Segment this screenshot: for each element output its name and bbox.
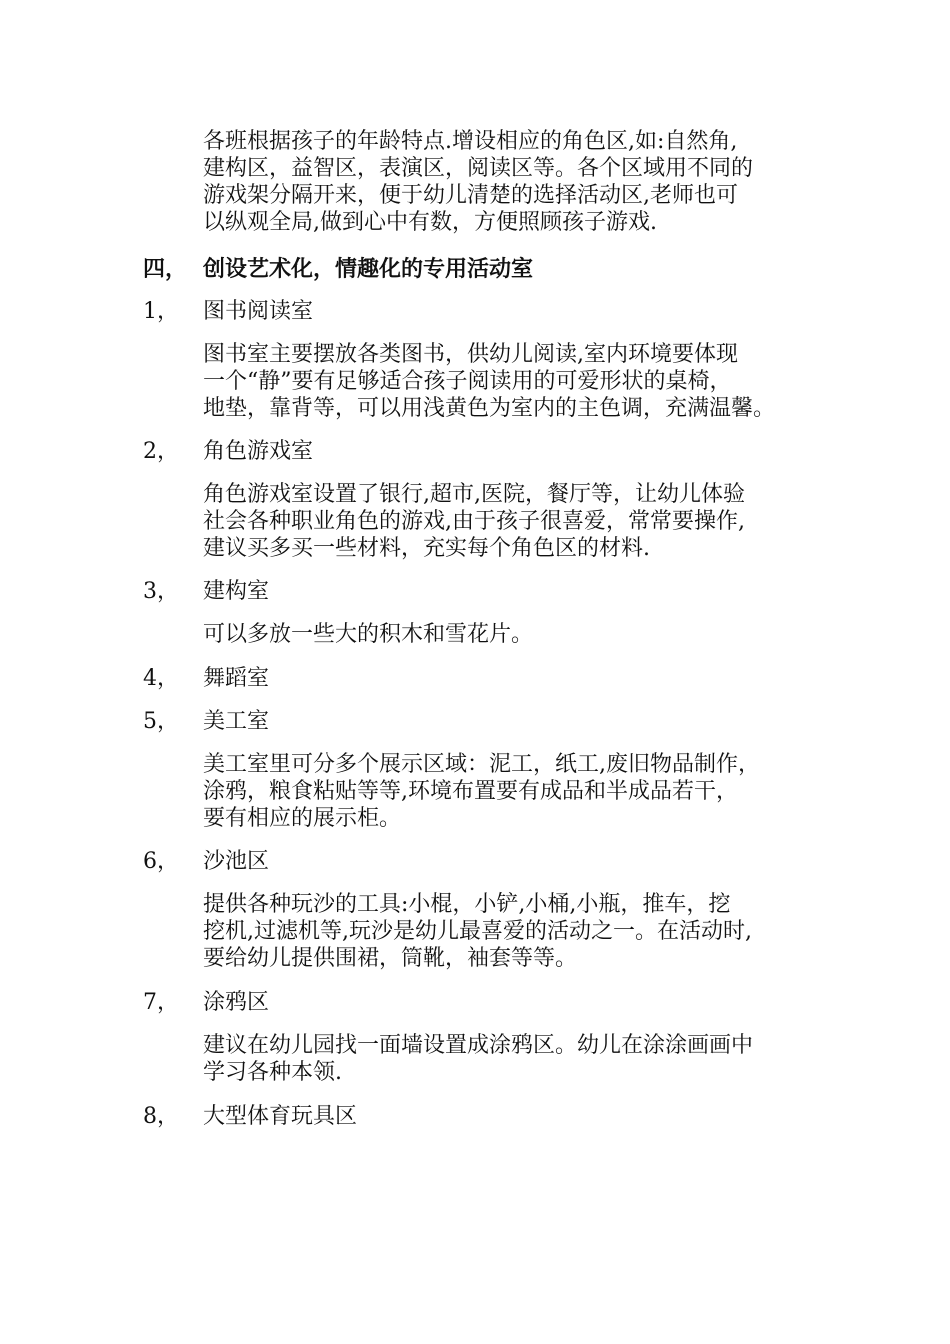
paragraph-line: 建议在幼儿园找一面墙设置成涂鸦区。幼儿在涂涂画画中	[203, 1033, 754, 1058]
paragraph-line: 提供各种玩沙的工具:小棍，小铲,小桶,小瓶，推车，挖	[203, 892, 731, 917]
intro-line: 以纵观全局,做到心中有数，方便照顾孩子游戏.	[203, 210, 657, 235]
item-number: 6，	[143, 849, 179, 874]
paragraph-line: 社会各种职业角色的游戏,由于孩子很喜爱，常常要操作,	[203, 509, 745, 534]
list-item-heading	[143, 989, 269, 1016]
paragraph-line: 学习各种本领.	[203, 1060, 342, 1085]
item-number: 7，	[143, 990, 179, 1015]
item-title: 涂鸦区	[203, 990, 270, 1015]
item-title: 角色游戏室	[203, 439, 314, 464]
item-number: 2，	[143, 439, 179, 464]
list-item-heading	[143, 438, 313, 465]
item-number: 1，	[143, 299, 179, 324]
item-paragraph	[203, 891, 823, 972]
list-item-heading	[143, 578, 269, 605]
paragraph-line: 地垫，靠背等，可以用浅黄色为室内的主色调，充满温馨。	[203, 396, 776, 421]
intro-line: 各班根据孩子的年龄特点.增设相应的角色区,如:自然角,	[203, 129, 738, 154]
intro-line: 建构区，益智区，表演区，阅读区等。各个区域用不同的	[203, 156, 754, 181]
list-item-heading	[143, 298, 313, 325]
item-title: 沙池区	[203, 849, 270, 874]
intro-line: 游戏架分隔开来，便于幼儿清楚的选择活动区,老师也可	[203, 183, 738, 208]
item-title: 建构室	[203, 579, 270, 604]
item-paragraph	[203, 341, 823, 422]
list-item-heading	[143, 708, 269, 735]
paragraph-line: 可以多放一些大的积木和雪花片。	[203, 622, 534, 647]
paragraph-line: 建议买多买一些材料，充实每个角色区的材料.	[203, 536, 650, 561]
list-item-heading	[143, 665, 269, 692]
paragraph-line: 涂鸦，粮食粘贴等等,环境布置要有成品和半成品若干，	[203, 779, 738, 804]
paragraph-line: 美工室里可分多个展示区域：泥工，纸工,废旧物品制作，	[203, 752, 760, 777]
item-paragraph	[203, 751, 823, 832]
section-number: 四，	[143, 257, 188, 282]
item-number: 3，	[143, 579, 179, 604]
item-paragraph	[203, 481, 823, 562]
paragraph-line: 角色游戏室设置了银行,超市,医院，餐厅等，让幼儿体验	[203, 482, 745, 507]
paragraph-line: 要有相应的展示柜。	[203, 806, 402, 831]
item-title: 图书阅读室	[203, 299, 314, 324]
item-paragraph	[203, 621, 823, 648]
paragraph-line: 要给幼儿提供围裙，筒靴，袖套等等。	[203, 946, 578, 971]
list-item-heading	[143, 1103, 357, 1130]
item-title: 大型体育玩具区	[203, 1104, 358, 1129]
item-number: 4，	[143, 666, 179, 691]
item-number: 5，	[143, 709, 179, 734]
item-number: 8，	[143, 1104, 179, 1129]
item-paragraph	[203, 1032, 823, 1086]
section-title: 创设艺术化，情趣化的专用活动室	[203, 257, 534, 282]
intro-paragraph	[203, 128, 823, 236]
item-title: 美工室	[203, 709, 270, 734]
paragraph-line: 图书室主要摆放各类图书，供幼儿阅读,室内环境要体现	[203, 342, 738, 367]
paragraph-line: 一个“静”要有足够适合孩子阅读用的可爱形状的桌椅，	[203, 369, 732, 394]
section-heading	[143, 256, 533, 283]
list-item-heading	[143, 848, 269, 875]
paragraph-line: 挖机,过滤机等,玩沙是幼儿最喜爱的活动之一。在活动时,	[203, 919, 752, 944]
item-title: 舞蹈室	[203, 666, 270, 691]
